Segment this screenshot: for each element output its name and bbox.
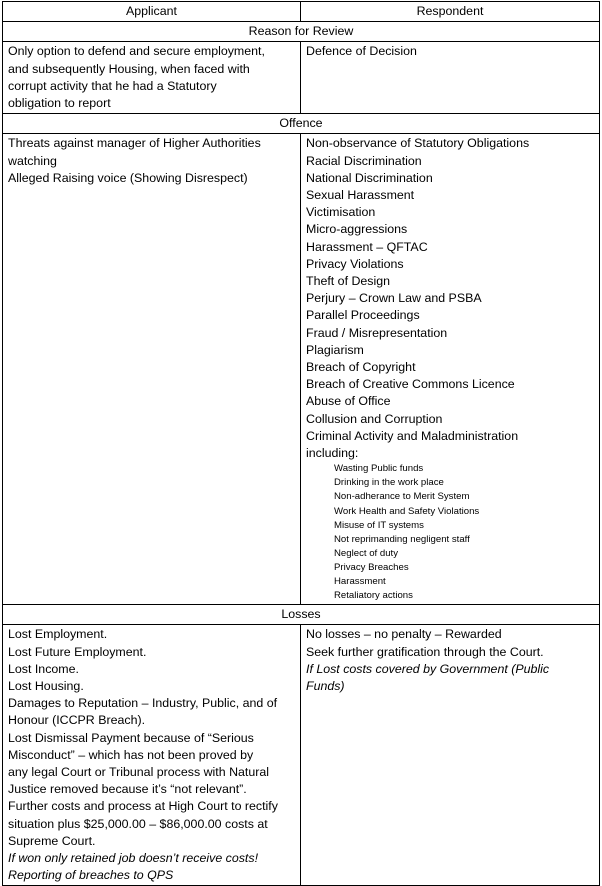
offence-subitem: Not reprimanding negligent staff (334, 533, 470, 545)
section-title-losses: Losses (3, 605, 600, 625)
loss-item: Justice removed because it’s “not relevant”. (8, 782, 247, 797)
applicant-header: Applicant (3, 2, 301, 22)
section-row-losses (3, 605, 600, 625)
losses-applicant-cell (3, 625, 301, 886)
offence-subitem: Privacy Breaches (334, 561, 409, 573)
offence-subitem: Drinking in the work place (334, 477, 444, 489)
offence-subitem: Wasting Public funds (334, 463, 424, 475)
offence-item: including: (306, 446, 359, 461)
offence-subitem: Retaliatory actions (334, 590, 413, 602)
offence-subitem: Non-adherance to Merit System (334, 491, 470, 503)
content-row-offence (3, 134, 600, 605)
offence-applicant-line: Alleged Raising voice (Showing Disrespect) (8, 170, 248, 185)
loss-item: Lost Employment. (8, 627, 108, 642)
loss-item: Further costs and process at High Court to rectify (8, 799, 278, 814)
loss-item: any legal Court or Tribunal process with Natural (8, 765, 270, 780)
loss-item: Honour (ICCPR Breach). (8, 713, 146, 728)
review-comparison-table (2, 1, 600, 886)
reason-respondent-line: Defence of Decision (306, 44, 417, 59)
offence-item: National Discrimination (306, 170, 433, 185)
offence-respondent-cell (301, 134, 600, 605)
offence-item: Racial Discrimination (306, 153, 422, 168)
offence-item: Criminal Activity and Maladministration (306, 428, 519, 443)
respondent-loss-item: No losses – no penalty – Rewarded (306, 627, 502, 642)
offence-item: Fraud / Misrepresentation (306, 325, 448, 340)
reason-applicant-line: and subsequently Housing, when faced with (8, 61, 250, 76)
section-title-reason: Reason for Review (3, 22, 600, 42)
content-row-losses (3, 625, 600, 886)
reason-applicant-line: Only option to defend and secure employment, (8, 44, 265, 59)
loss-item: Damages to Reputation – Industry, Public, and of (8, 696, 278, 711)
section-row-reason (3, 22, 600, 42)
offence-item: Privacy Violations (306, 256, 404, 271)
content-row-reason (3, 42, 600, 114)
loss-note-italic: Reporting of breaches to QPS (8, 868, 174, 883)
loss-item: Supreme Court. (8, 833, 96, 848)
respondent-loss-item: Seek further gratification through the Court. (306, 644, 544, 659)
reason-respondent-cell (301, 42, 600, 114)
offence-item: Micro-aggressions (306, 222, 408, 237)
offence-item: Parallel Proceedings (306, 308, 420, 323)
losses-respondent-cell (301, 625, 600, 886)
loss-item: Lost Future Employment. (8, 644, 147, 659)
offence-applicant-line: watching (8, 153, 57, 168)
offence-subitem: Harassment (334, 576, 386, 588)
offence-item: Breach of Copyright (306, 360, 416, 375)
offence-subitem: Work Health and Safety Violations (334, 505, 480, 517)
offence-item: Harassment – QFTAC (306, 239, 428, 254)
offence-item: Sexual Harassment (306, 188, 415, 203)
loss-item: Lost Income. (8, 661, 79, 676)
offence-item: Collusion and Corruption (306, 411, 443, 426)
section-row-offence (3, 114, 600, 134)
offence-item: Victimisation (306, 205, 376, 220)
respondent-loss-note-italic: If Lost costs covered by Government (Public (306, 661, 550, 676)
header-row (3, 2, 600, 22)
offence-item: Plagiarism (306, 342, 364, 357)
offence-subitem: Neglect of duty (334, 547, 398, 559)
respondent-header: Respondent (301, 2, 600, 22)
reason-applicant-line: obligation to report (8, 96, 111, 111)
offence-subitem: Misuse of IT systems (334, 519, 424, 531)
offence-item: Perjury – Crown Law and PSBA (306, 291, 482, 306)
offence-applicant-cell (3, 134, 301, 605)
offence-item: Non-observance of Statutory Obligations (306, 136, 530, 151)
loss-item: situation plus $25,000.00 – $86,000.00 costs at (8, 816, 268, 831)
loss-item: Lost Dismissal Payment because of “Serious (8, 730, 254, 745)
loss-item: Misconduct” – which has not been proved by (8, 747, 254, 762)
offence-item: Theft of Design (306, 274, 391, 289)
offence-item: Breach of Creative Commons Licence (306, 377, 515, 392)
loss-item: Lost Housing. (8, 679, 84, 694)
section-title-offence: Offence (3, 114, 600, 134)
reason-applicant-cell (3, 42, 301, 114)
reason-applicant-line: corrupt activity that he had a Statutory (8, 78, 217, 93)
respondent-loss-note-italic: Funds) (306, 679, 345, 694)
offence-applicant-line: Threats against manager of Higher Authorities (8, 136, 261, 151)
offence-item: Abuse of Office (306, 394, 391, 409)
loss-note-italic: If won only retained job doesn’t receive costs! (8, 851, 259, 866)
